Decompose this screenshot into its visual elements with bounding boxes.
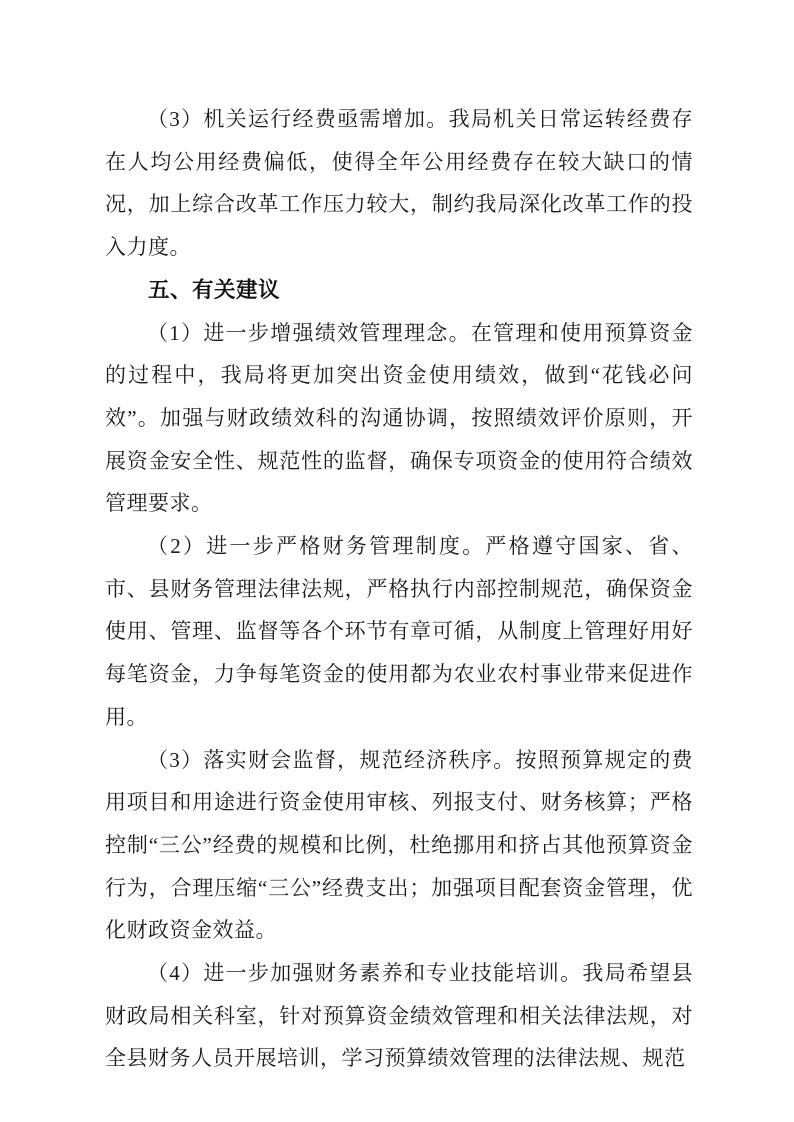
body-paragraph: （4）进一步加强财务素养和专业技能培训。我局希望县财政局相关科室，针对预算资金绩效管理和相关法律法规，对全县财务人员开展培训，学习预算绩效管理的法律法规、规范 <box>105 961 693 1071</box>
body-paragraph: （1）进一步增强绩效管理理念。在管理和使用预算资金的过程中，我局将更加突出资金使用绩效，做到“花钱必问效”。加强与财政绩效科的沟通协调，按照绩效评价原则，开展资金安全性、规范性的监督，确保专项资金的使用符合绩效管理要求。 <box>105 320 693 516</box>
section-heading: 五、有关建议 <box>148 277 281 302</box>
body-paragraph: （2）进一步严格财务管理制度。严格遵守国家、省、市、县财务管理法律法规，严格执行内部控制规范，确保资金使用、管理、监督等各个环节有章可循，从制度上管理好用好每笔资金，力争每笔资金的使用都为农业农村事业带来促进作用。 <box>105 534 693 729</box>
body-paragraph: （3）机关运行经费亟需增加。我局机关日常运转经费存在人均公用经费偏低，使得全年公用经费存在较大缺口的情况，加上综合改革工作压力较大，制约我局深化改革工作的投入力度。 <box>105 107 693 260</box>
body-paragraph: （3）落实财会监督，规范经济秩序。按照预算规定的费用项目和用途进行资金使用审核、列报支付、财务核算；严格控制“三公”经费的规模和比例，杜绝挪用和挤占其他预算资金行为，合理压缩“三公”经费支出；加强项目配套资金管理，优化财政资金效益。 <box>105 747 693 943</box>
